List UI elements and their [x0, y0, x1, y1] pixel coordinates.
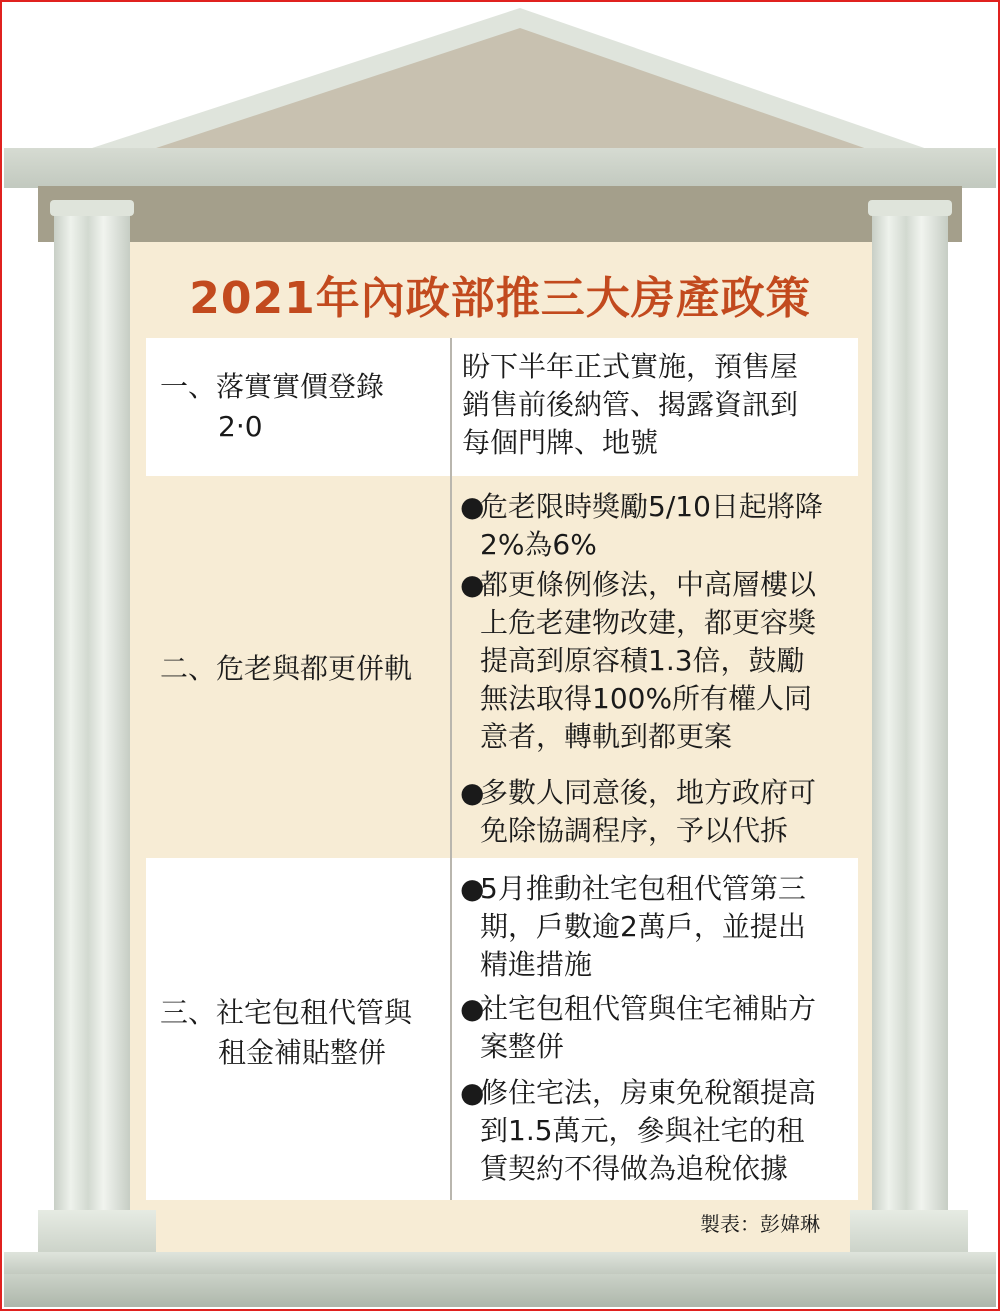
- bullet-line: 5月推動社宅包租代管第三: [480, 872, 806, 905]
- temple-pediment: [0, 0, 1000, 160]
- bullet-line: 多數人同意後，地方政府可: [480, 776, 817, 809]
- bullet-line: 賃契約不得做為追稅依據: [480, 1152, 789, 1185]
- bullet-line: 免除協調程序，予以代拆: [480, 814, 789, 847]
- bullet-icon: ●: [460, 568, 485, 601]
- bullet-icon: ●: [460, 490, 485, 523]
- bullet-line: 提高到原容積1.3倍，鼓勵: [480, 644, 805, 677]
- right-column-capital: [868, 200, 952, 216]
- left-column-capital: [50, 200, 134, 216]
- policy-2-heading: 二、危老與都更併軌: [160, 652, 413, 685]
- bullet-line: 社宅包租代管與住宅補貼方: [480, 992, 817, 1025]
- bullet-icon: ●: [460, 1076, 485, 1109]
- bullet-line: 案整併: [480, 1030, 565, 1063]
- policy-3-heading-line-2: 租金補貼整併: [218, 1036, 387, 1069]
- bullet-line: 修住宅法，房東免稅額提高: [480, 1076, 817, 1109]
- bullet-icon: ●: [460, 992, 485, 1025]
- bullet-line: 期，戶數逾2萬戶，並提出: [480, 910, 806, 943]
- left-column: [54, 206, 130, 1226]
- temple-step-lower: [4, 1274, 996, 1307]
- temple-frieze: [38, 186, 962, 242]
- bullet-icon: ●: [460, 776, 485, 809]
- bullet-line: 到1.5萬元，參與社宅的租: [480, 1114, 805, 1147]
- bullet-line: 無法取得100%所有權人同: [480, 682, 813, 715]
- bullet-line: 2%為6%: [480, 528, 597, 561]
- bullet-line: 精進措施: [480, 948, 593, 981]
- policy-1-description: [462, 348, 862, 462]
- bullet-line: 都更條例修法，中高層樓以: [480, 568, 817, 601]
- column-divider: [450, 338, 452, 1200]
- policy-1-desc-line: 盼下半年正式實施，預售屋: [462, 350, 799, 383]
- policy-1-heading-line-1: 一、落實實價登錄: [160, 370, 385, 403]
- bullet-line: 危老限時獎勵5/10日起將降: [480, 490, 823, 523]
- policy-3-heading-line-1: 三、社宅包租代管與: [160, 996, 413, 1029]
- temple-cornice: [4, 148, 996, 188]
- bullet-icon: ●: [460, 872, 485, 905]
- policy-1-desc-line: 每個門牌、地號: [462, 426, 659, 459]
- bullet-line: 上危老建物改建，都更容獎: [480, 606, 817, 639]
- right-column: [872, 206, 948, 1226]
- right-column-base: [850, 1210, 968, 1258]
- temple-step-upper: [4, 1252, 996, 1274]
- chart-credit: 製表：彭媁琳: [700, 1212, 820, 1236]
- left-column-base: [38, 1210, 156, 1258]
- policy-1-heading-line-2: 2‧0: [218, 410, 263, 443]
- policy-1-desc-line: 銷售前後納管、揭露資訊到: [462, 388, 799, 421]
- page-title: 2021年內政部推三大房產政策: [189, 273, 811, 324]
- bullet-line: 意者，轉軌到都更案: [480, 720, 733, 753]
